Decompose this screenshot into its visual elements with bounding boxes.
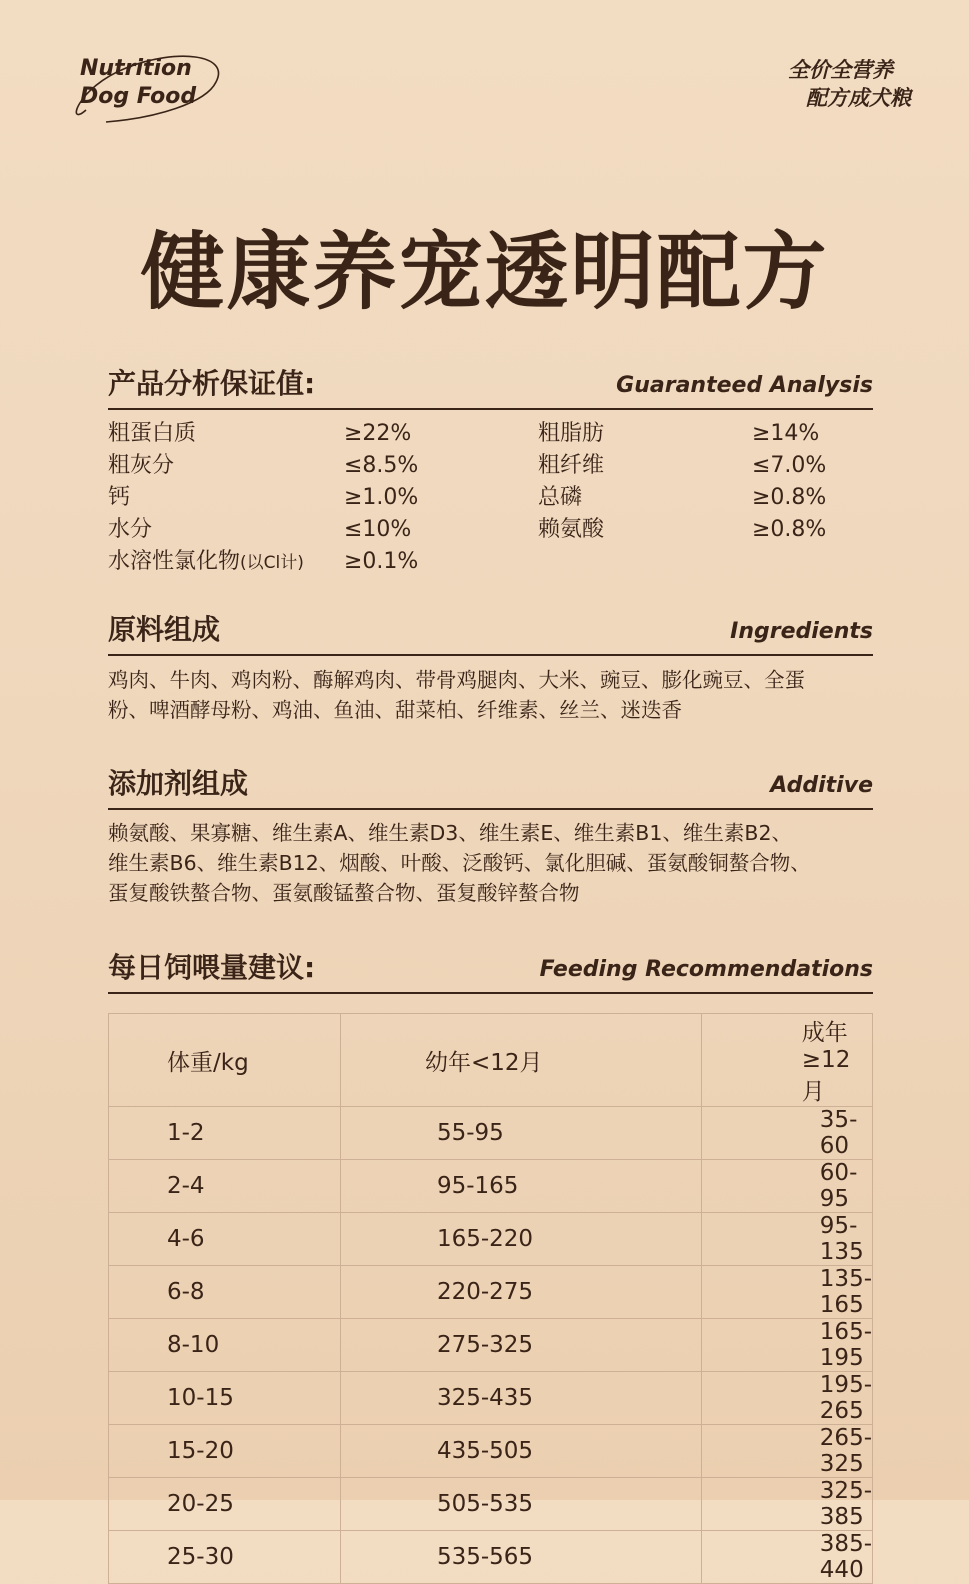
feeding-heading [108, 948, 873, 994]
cell-weight: 2-4 [109, 1160, 341, 1213]
cell-adult: 35-60 [701, 1107, 872, 1160]
cell-weight: 25-30 [109, 1531, 341, 1584]
additive-line: 蛋复酸铁螯合物、蛋氨酸锰螯合物、蛋复酸锌螯合物 [108, 881, 580, 905]
analysis-heading-zh: 产品分析保证值: [108, 367, 316, 400]
cell-weight: 15-20 [109, 1425, 341, 1478]
header-weight: 体重/kg [109, 1014, 341, 1107]
logo-line-2: Dog Food [80, 84, 197, 109]
cell-adult: 165-195 [701, 1319, 872, 1372]
analysis-name: 赖氨酸 [538, 517, 605, 542]
table-row [109, 1478, 873, 1531]
additive-line: 维生素B6、维生素B12、烟酸、叶酸、泛酸钙、氯化胆碱、蛋氨酸铜螯合物、 [108, 851, 811, 875]
cell-puppy: 95-165 [340, 1160, 701, 1213]
feeding-heading-en: Feeding Recommendations [539, 957, 873, 982]
analysis-value: ≥14% [752, 421, 820, 446]
header-puppy: 幼年<12月 [340, 1014, 701, 1107]
analysis-name: 粗灰分 [108, 453, 175, 478]
cell-adult: 385-440 [701, 1531, 872, 1584]
table-row [109, 1107, 873, 1160]
cell-puppy: 505-535 [340, 1478, 701, 1531]
additive-line: 赖氨酸、果寡糖、维生素A、维生素D3、维生素E、维生素B1、维生素B2、 [108, 821, 793, 845]
tagline-line-2: 配方成犬粮 [806, 86, 911, 110]
cell-weight: 6-8 [109, 1266, 341, 1319]
header-adult: 成年≥12月 [701, 1014, 872, 1107]
cell-puppy: 435-505 [340, 1425, 701, 1478]
cell-adult: 60-95 [701, 1160, 872, 1213]
additive-list [108, 818, 883, 908]
cell-puppy: 220-275 [340, 1266, 701, 1319]
table-row [109, 1372, 873, 1425]
analysis-heading [108, 364, 873, 410]
table-header-row [109, 1014, 873, 1107]
additive-heading-zh: 添加剂组成 [108, 767, 249, 800]
analysis-value: ≥1.0% [344, 485, 419, 510]
additive-heading [108, 764, 873, 810]
cell-adult: 195-265 [701, 1372, 872, 1425]
cell-puppy: 165-220 [340, 1213, 701, 1266]
analysis-last-name: 水溶性氯化物 [108, 549, 241, 574]
cell-adult: 135-165 [701, 1266, 872, 1319]
analysis-name: 水分 [108, 517, 153, 542]
ingredients-list [108, 665, 883, 725]
analysis-row [108, 418, 873, 450]
analysis-row [108, 450, 873, 482]
analysis-name [108, 546, 304, 579]
analysis-name: 粗脂肪 [538, 421, 605, 446]
additive-heading-en: Additive [770, 773, 873, 798]
cell-weight: 20-25 [109, 1478, 341, 1531]
cell-weight: 8-10 [109, 1319, 341, 1372]
cell-adult: 265-325 [701, 1425, 872, 1478]
ingredients-line: 粉、啤酒酵母粉、鸡油、鱼油、甜菜柏、纤维素、丝兰、迷迭香 [108, 698, 682, 722]
analysis-value: ≥0.8% [752, 517, 827, 542]
analysis-row [108, 482, 873, 514]
cell-puppy: 325-435 [340, 1372, 701, 1425]
cell-adult: 325-385 [701, 1478, 872, 1531]
ingredients-heading-zh: 原料组成 [108, 613, 221, 646]
tagline-line-1: 全价全营养 [788, 58, 893, 82]
analysis-name: 钙 [108, 485, 131, 510]
analysis-last-note: (以Cl计) [240, 553, 304, 573]
product-tagline [788, 56, 911, 112]
logo-line-1: Nutrition [80, 56, 192, 81]
analysis-value: ≥0.8% [752, 485, 827, 510]
table-row [109, 1319, 873, 1372]
cell-weight: 4-6 [109, 1213, 341, 1266]
table-row [109, 1213, 873, 1266]
cell-puppy: 535-565 [340, 1531, 701, 1584]
cell-adult: 95-135 [701, 1213, 872, 1266]
cell-puppy: 55-95 [340, 1107, 701, 1160]
brand-logo [66, 48, 226, 128]
feeding-table [108, 1013, 873, 1584]
table-row [109, 1531, 873, 1584]
analysis-value: ≤7.0% [752, 453, 827, 478]
analysis-value: ≤8.5% [344, 453, 419, 478]
cell-weight: 10-15 [109, 1372, 341, 1425]
ingredients-line: 鸡肉、牛肉、鸡肉粉、酶解鸡肉、带骨鸡腿肉、大米、豌豆、膨化豌豆、全蛋 [108, 668, 805, 692]
feeding-heading-zh: 每日饲喂量建议: [108, 951, 316, 984]
cell-puppy: 275-325 [340, 1319, 701, 1372]
analysis-name: 粗纤维 [538, 453, 605, 478]
analysis-row [108, 546, 873, 578]
analysis-value: ≤10% [344, 517, 412, 542]
analysis-name: 粗蛋白质 [108, 421, 197, 446]
ingredients-heading [108, 610, 873, 656]
ingredients-heading-en: Ingredients [730, 619, 873, 644]
analysis-heading-en: Guaranteed Analysis [616, 373, 873, 398]
analysis-value: ≥22% [344, 421, 412, 446]
table-row [109, 1425, 873, 1478]
cell-weight: 1-2 [109, 1107, 341, 1160]
analysis-name: 总磷 [538, 485, 583, 510]
table-row [109, 1266, 873, 1319]
table-row [109, 1160, 873, 1213]
analysis-row [108, 514, 873, 546]
page-title: 健康养宠透明配方 [140, 223, 829, 321]
analysis-value: ≥0.1% [344, 549, 419, 574]
